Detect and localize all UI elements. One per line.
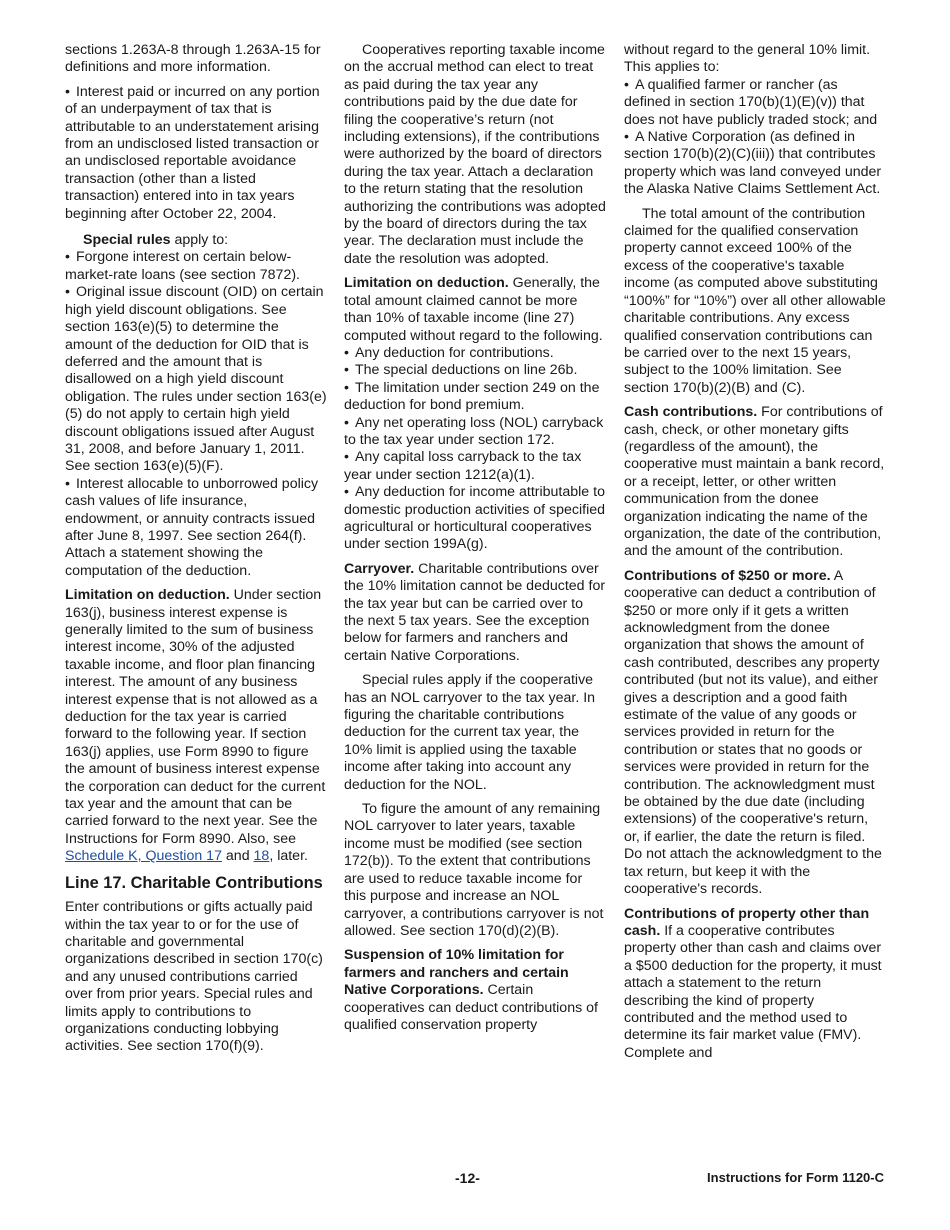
paragraph xyxy=(344,947,606,1034)
bullet-item: • A qualified farmer or rancher (as defined in section 170(b)(1)(E)(v)) that does not have publicly traded stock; and xyxy=(624,77,886,129)
section-heading: Line 17. Charitable Contributions xyxy=(65,873,323,892)
question-18-link[interactable]: 18 xyxy=(253,848,270,865)
bullet-item: • A Native Corporation (as defined in section 170(b)(2)(C)(iii)) that contributes property which was land conveyed under the Alaska Native Claims Settlement Act. xyxy=(624,129,886,199)
paragraph xyxy=(344,275,606,345)
paragraph: Cooperatives reporting taxable income on the accrual method can elect to treat as paid during the tax year any contributions paid by the due date for filing the cooperative’s return (not including extensions), if the contributions were authorized by the board of directors during the tax year. Attach a declaration to the return stating that the resolution authorizing the contributions was adopted by the board of directors during the tax year. The declaration must include the date the resolution was adopted. xyxy=(344,42,606,267)
paragraph: Enter contributions or gifts actually paid within the tax year to or for the use of charitable and governmental organizations described in section 170(c) and any unused contributions carried over from prior years. Special rules and limits apply to contributions to organizations conducting lobbying activities. See section 170(f)(9). xyxy=(65,899,323,1055)
bullet-item: • Any deduction for contributions. xyxy=(344,345,606,362)
text: apply to: xyxy=(170,232,229,249)
column-1 xyxy=(65,42,327,1063)
run-in-heading: Suspension of 10% limitation for farmers and ranchers and certain Native Corporations. xyxy=(344,947,569,999)
paragraph xyxy=(344,561,606,665)
document-title: Instructions for Form 1120-C xyxy=(707,1170,884,1185)
run-in-heading: Contributions of $250 or more. xyxy=(624,567,831,584)
paragraph xyxy=(65,587,327,866)
run-in-heading: Limitation on deduction. xyxy=(344,275,509,292)
column-2 xyxy=(344,42,606,1041)
text: If a cooperative contributes property other than cash and claims over a $500 deduction for the property, it must attach a statement to the return describing the kind of property contributed and the method used to determine its fair market value (FMV). Complete and xyxy=(624,922,882,1061)
bullet-item: • Any net operating loss (NOL) carryback to the tax year under section 172. xyxy=(344,415,606,450)
bullet-item: • Interest paid or incurred on any portion of an underpayment of tax that is attributable to an understatement arising from an undisclosed listed transaction or an undisclosed reportable avoidance transaction (other than a listed transaction) entered into in tax years beginning after October 22, 2004. xyxy=(65,84,327,223)
paragraph xyxy=(65,232,327,249)
schedule-k-question-17-link[interactable]: Schedule K, Question 17 xyxy=(65,848,222,865)
run-in-heading: Limitation on deduction. xyxy=(65,587,230,604)
run-in-heading: Carryover. xyxy=(344,560,415,577)
paragraph: sections 1.263A-8 through 1.263A-15 for definitions and more information. xyxy=(65,42,321,76)
column-3 xyxy=(624,42,886,1069)
paragraph: Special rules apply if the cooperative has an NOL carryover to the tax year. In figuring the charitable contributions deduction for the current tax year, the 10% limit is applied using the taxable income after taking into account any deduction for the NOL. xyxy=(344,672,596,793)
paragraph: without regard to the general 10% limit. This applies to: xyxy=(624,42,871,76)
bullet-item: • The limitation under section 249 on the deduction for bond premium. xyxy=(344,380,606,415)
text: , later. xyxy=(269,848,308,865)
text: Under section 163(j), business interest expense is generally limited to the sum of business interest income, 30% of the adjusted taxable income, and floor plan financing interest. The amount of any business interest expense that is not allowed as a deduction for the tax year is carried forward to the following year. If section 163(j) applies, use Form 8990 to figure the amount of business interest expense the corporation can deduct for the current tax year and the amount that can be carried forward to the next year. See the Instructions for Form 8990. Also, see xyxy=(65,587,326,847)
bullet-item: • Any deduction for income attributable to domestic production activities of specified agricultural or horticultural cooperatives under section 199A(g). xyxy=(344,484,606,554)
paragraph: The total amount of the contribution claimed for the qualified conservation property cannot exceed 100% of the excess of the cooperative's taxable income (as computed above substituting “100%” for “10%”) over all other allowable charitable contributions. Any excess qualified conservation contributions can be carried over to the next 15 years, subject to the 100% limitation. See section 170(b)(2)(B) and (C). xyxy=(624,205,886,396)
bullet-item: • Original issue discount (OID) on certain high yield discount obligations. See section 163(e)(5) to determine the amount of the deduction for OID that is deferred and the amount that is disallowed on a high yield discount obligation. The rules under section 163(e)(5) do not apply to certain high yield discount obligations issued after August 31, 2008, and before January 1, 2011. See section 163(e)(5)(F). xyxy=(65,284,327,475)
text: For contributions of cash, check, or other monetary gifts (regardless of the amount), the cooperative must maintain a bank record, or a receipt, letter, or other written communication from the donee organization indicating the name of the organization, the date of the contribution, and the amount of the contribution. xyxy=(624,404,885,560)
text: and xyxy=(221,848,254,865)
page-number: -12- xyxy=(455,1170,480,1186)
bullet-item: • Interest allocable to unborrowed policy cash values of life insurance, endowment, or annuity contracts issued after June 8, 1997. See section 264(f). Attach a statement showing the computation of the deduction. xyxy=(65,476,327,580)
text: Generally, the total amount claimed cannot be more than 10% of taxable income (line 27) computed without regard to the following. xyxy=(344,275,603,344)
paragraph xyxy=(624,404,886,561)
text: A cooperative can deduct a contribution of $250 or more only if it gets a written acknowledgment from the donee organization that shows the amount of cash contributed, describes any property contributed (but not its value), and either gives a description and a good faith estimate of the value of any goods or services provided in return for the contribution or states that no goods or services were provided in return for the contribution. The acknowledgment must be obtained by the due date (including extensions) of the cooperative's return, or, if earlier, the date the return is filed. Do not attach the acknowledgment to the tax return, but keep it with the cooperative's records. xyxy=(624,567,882,898)
paragraph: To figure the amount of any remaining NOL carryover to later years, taxable income must be modified (see section 172(b)). To the extent that contributions are used to reduce taxable income for this purpose and increase an NOL carryover, a contributions carryover is not allowed. See section 170(d)(2)(B). xyxy=(344,801,604,939)
paragraph xyxy=(624,568,886,899)
run-in-heading: Contributions of property other than cash. xyxy=(624,905,870,939)
run-in-heading: Cash contributions. xyxy=(624,404,758,421)
paragraph xyxy=(624,906,886,1063)
run-in-heading: Special rules xyxy=(83,232,171,249)
bullet-item: • The special deductions on line 26b. xyxy=(344,362,606,379)
bullet-item: • Any capital loss carryback to the tax year under section 1212(a)(1). xyxy=(344,449,606,484)
bullet-item: • Forgone interest on certain below-market-rate loans (see section 7872). xyxy=(65,249,327,284)
text: Charitable contributions over the 10% limitation cannot be deducted for the tax year but can be carried over to the next 5 tax years. See the exception below for farmers and ranchers and certain Native Corporations. xyxy=(344,560,606,664)
text: Certain cooperatives can deduct contributions of qualified conservation property xyxy=(344,982,598,1033)
